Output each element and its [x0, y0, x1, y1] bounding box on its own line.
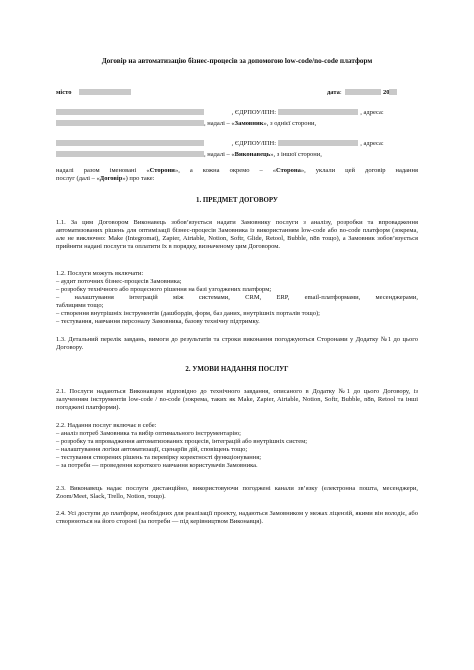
preamble-text: ») про таке:: [122, 175, 155, 182]
party2-role-suffix: », з іншої сторони,: [270, 151, 322, 158]
party2-code-label: ЄДРПОУ/ІПН:: [234, 140, 277, 147]
clause-1-3: 1.3. Детальний перелік завдань, вимоги до результатів та строки виконання погоджуються Сторонами у Додатку №1 до цього Договору.: [56, 336, 418, 352]
party2-line2: [56, 151, 322, 159]
clause-1-2-item: таблицями тощо;: [56, 302, 104, 309]
party1-code-field[interactable]: [278, 109, 358, 115]
party1-line2: [56, 120, 316, 128]
party2-address-label: адреса:: [363, 140, 384, 147]
party1-role: Замовник: [234, 120, 264, 127]
party1-role-prefix: , надалі – «: [204, 120, 235, 127]
date-year-label: 20: [382, 89, 390, 96]
clause-1-2-item: – розробку технічного або процесного рішення на базі узгоджених платформ;: [56, 286, 272, 293]
party2-name-field[interactable]: [56, 140, 204, 146]
preamble-text: », а кожна окремо – «: [174, 167, 277, 174]
preamble-contract-term: Договір: [99, 175, 123, 182]
clause-2-2-item: – тестування створених рішень та перевірку коректності функціонування;: [56, 454, 262, 461]
date-year-field[interactable]: [389, 89, 397, 95]
city-field[interactable]: [79, 89, 131, 95]
clause-2-2-item: – аналіз потреб Замовника та вибір оптимального інструментарію;: [56, 430, 241, 437]
preamble-line1: [56, 167, 418, 175]
party1-name-field[interactable]: [56, 109, 204, 115]
document-title: Договір на автоматизацію бізнес-процесів за допомогою low-code/no-code платформ: [101, 57, 373, 65]
party1-line1: , ЄДРПОУ/ІПН: , адреса:: [56, 109, 384, 117]
date-line: дата: 20: [327, 89, 397, 97]
date-day-month-field[interactable]: [345, 89, 381, 95]
preamble-party-term: Сторона: [276, 167, 301, 174]
party2-role: Виконавець: [234, 151, 271, 158]
city-line: [56, 89, 131, 97]
party1-role-suffix: », з однієї сторони,: [263, 120, 317, 127]
clause-2-2-item: – налаштування логіки автоматизації, сценаріїв дій, сповіщень тощо;: [56, 446, 248, 453]
clause-2-1: 2.1. Послуги надаються Виконавцем відповідно до технічного завдання, описаного в Додатку №1 до цього Договору, із залученням інструментів low-code / no-code (зокрема, таких як Make, Zapier, Airtable, Notion, Softr, Bubble, n8n, Retool та інші погоджені платформи).: [56, 388, 418, 412]
preamble-text: », уклали цей договір надання: [300, 167, 418, 174]
clause-1-2-item: – налаштування інтеграцій між системами, CRM, ERP, email-платформами, месенджерами,: [56, 294, 418, 301]
clause-1-2-item: – аудит поточних бізнес-процесів Замовника;: [56, 278, 182, 285]
party1-address-field[interactable]: [56, 120, 204, 126]
preamble-text: надалі разом іменовані «: [56, 167, 150, 174]
clause-1-2-item: – тестування, навчання персоналу Замовника, базову технічну підтримку.: [56, 318, 260, 325]
clause-2-2-item: – розробку та впровадження автоматизованих процесів, інтеграцій або внутрішніх систем;: [56, 438, 308, 445]
clause-1-2-intro: 1.2. Послуги можуть включати:: [56, 270, 144, 277]
party2-role-prefix: , надалі – «: [204, 151, 235, 158]
clause-2-2-intro: 2.2. Надання послуг включає в себе:: [56, 422, 157, 429]
clause-1-1: 1.1. За цим Договором Виконавець зобов’язується надати Замовнику послуги з аналізу, розробки та впровадження автоматизованих рішень для оптимізації бізнес-процесів Замовника із використанням low-code або no-code платформ (зокрема, але не виключно: Make (Integromat), Zapier, Airtable, Notion, Softr, Glide, Retool, Bubble, n8n тощо), а Замовник зобов’язується прийняти надані послуги та оплатити їх в порядку, визначеному цим Договором.: [56, 219, 418, 251]
preamble-text: послуг (далі – «: [56, 175, 100, 182]
party2-line1: , ЄДРПОУ/ІПН: , адреса:: [56, 140, 384, 148]
clause-2-3: 2.3. Виконавець надає послуги дистанційно, використовуючи погоджені канали зв’язку (електронна пошта, месенджери, Zoom/Meet, Slack, Trello, Notion, тощо).: [56, 485, 418, 501]
party1-code-label: ЄДРПОУ/ІПН:: [234, 109, 277, 116]
clause-2-4: 2.4. Усі доступи до платформ, необхідних для реалізації проекту, надаються Замовником у межах ліцензій, якими він володіє, або створюються на його стороні (за потреби — під керівництвом Виконавця).: [56, 510, 418, 526]
clause-2-2-item: – за потреби — проведення короткого навчання користувачів Замовника.: [56, 462, 258, 469]
party2-code-field[interactable]: [278, 140, 358, 146]
preamble-line2: [56, 175, 154, 183]
party2-address-field[interactable]: [56, 151, 204, 157]
party1-address-label: адреса:: [363, 109, 384, 116]
preamble-parties-term: Сторони: [149, 167, 175, 174]
section2-heading: 2. УМОВИ НАДАННЯ ПОСЛУГ: [185, 366, 289, 373]
city-label: місто: [56, 89, 72, 96]
date-label: дата: [327, 89, 340, 96]
section1-heading: 1. ПРЕДМЕТ ДОГОВОРУ: [196, 197, 278, 204]
clause-1-2-item: – створення внутрішніх інструментів (дашбордів, форм, баз даних, внутрішніх порталів тощо);: [56, 310, 320, 317]
